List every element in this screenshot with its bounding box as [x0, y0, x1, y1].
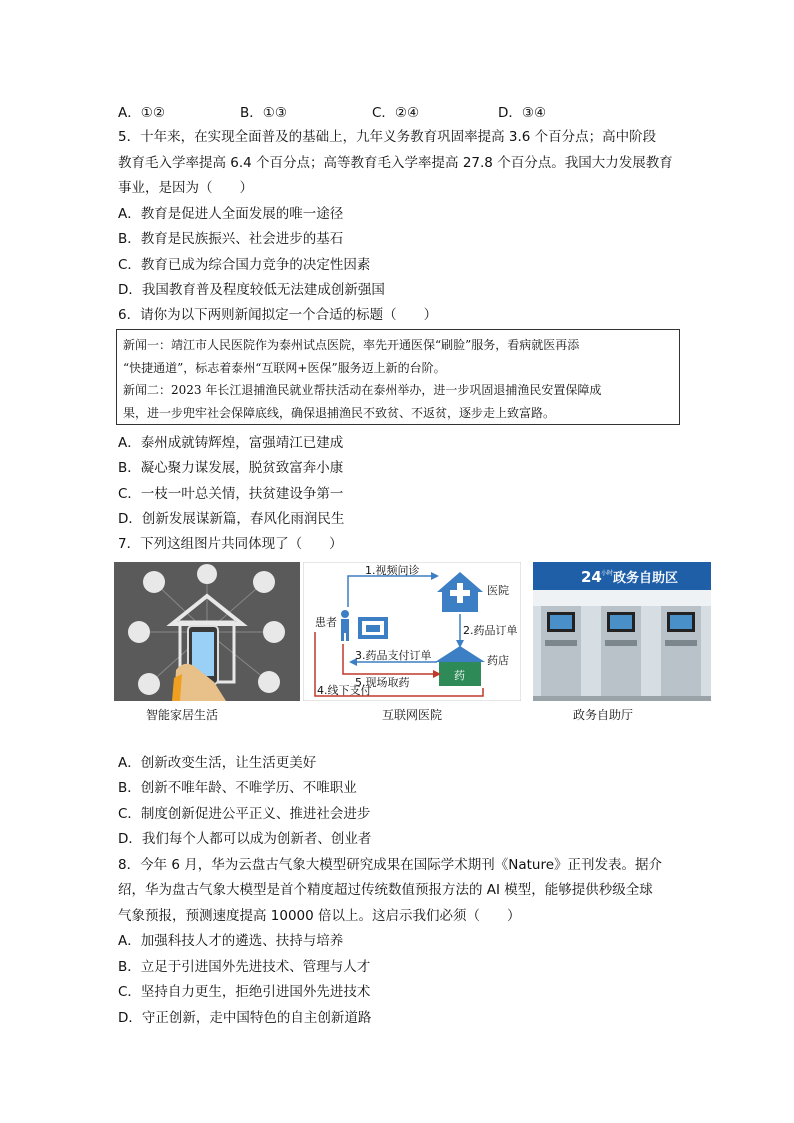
q7-stem: 7．下列这组图片共同体现了（ ）	[118, 536, 343, 552]
q8-stem-line-2: 绍，华为盘古气象大模型是首个精度超过传统数值预报方法的 AI 模型，能够提供秒级全球	[118, 882, 653, 898]
q8-option-d: D．守正创新，走中国特色的自主创新道路	[118, 1010, 372, 1026]
caption-internet-hospital: 互联网医院	[382, 708, 443, 722]
q5-stem-line-3: 事业，是因为（ ）	[118, 180, 253, 196]
q7-option-a: A．创新改变生活，让生活更美好	[118, 755, 317, 771]
q6-option-b: B．凝心聚力谋发展，脱贫致富奔小康	[118, 460, 344, 476]
q6-stem: 6．请你为以下两则新闻拟定一个合适的标题（ ）	[118, 307, 438, 323]
hospital-label: 医院	[487, 584, 509, 597]
q6-option-c: C．一枝一叶总关情，扶贫建设争第一	[118, 486, 344, 502]
q5-stem-line-2: 教育毛入学率提高 6.4 个百分点；高等教育毛入学率提高 27.8 个百分点。我国大力发展教育	[118, 155, 673, 171]
patient-label: 患者	[315, 616, 337, 629]
q6-option-d: D．创新发展谋新篇，春风化雨润民生	[118, 511, 345, 527]
q8-option-a: A．加强科技人才的遴选、扶持与培养	[118, 933, 344, 949]
q8-option-c: C．坚持自力更生，拒绝引进国外先进技术	[118, 984, 371, 1000]
q5-option-d: D．我国教育普及程度较低无法建成创新强国	[118, 282, 385, 298]
news-box	[116, 329, 680, 425]
step5-label: 5.现场取药	[355, 676, 410, 689]
q8-stem-line-3: 气象预报，预测速度提高 10000 倍以上。这启示我们必须（ ）	[118, 908, 521, 924]
caption-self-service-hall: 政务自助厅	[573, 708, 634, 722]
q7-option-b: B．创新不唯年龄、不唯学历、不唯职业	[118, 780, 357, 796]
news-line-4: 果，进一步兜牢社会保障底线，确保退捕渔民不致贫、不返贫，逐步走上致富路。	[123, 405, 556, 420]
smart-home-image	[114, 562, 300, 701]
q4-option-b: B．①③	[240, 105, 287, 121]
internet-hospital-diagram	[303, 562, 521, 701]
step2-label: 2.药品订单	[463, 624, 518, 637]
banner-24: 24	[581, 568, 602, 586]
news-line-3: 新闻二：2023 年长江退捕渔民就业帮扶活动在泰州举办，进一步巩固退捕渔民安置保障成	[123, 383, 602, 397]
step1-label: 1.视频问诊	[365, 564, 420, 577]
q5-option-a: A．教育是促进人全面发展的唯一途径	[118, 206, 344, 222]
q8-option-b: B．立足于引进国外先进技术、管理与人才	[118, 959, 371, 975]
q7-option-c: C．制度创新促进公平正义、推进社会进步	[118, 806, 371, 822]
q5-option-b: B．教育是民族振兴、社会进步的基石	[118, 231, 344, 247]
pharmacy-label: 药店	[487, 654, 509, 667]
q5-option-c: C．教育已成为综合国力竞争的决定性因素	[118, 257, 371, 273]
q4-option-c: C．②④	[372, 105, 420, 121]
banner-title: 政务自助区	[613, 571, 679, 586]
q7-option-d: D．我们每个人都可以成为创新者、创业者	[118, 831, 372, 847]
caption-smart-home: 智能家居生活	[146, 708, 219, 722]
news-line-2: “快捷通道”，标志着泰州“互联网+医保”服务迈上新的台阶。	[123, 360, 446, 375]
q6-option-a: A．泰州成就铸辉煌，富强靖江已建成	[118, 435, 344, 451]
q8-stem-line-1: 8．今年 6 月，华为云盘古气象大模型研究成果在国际学术期刊《Nature》正刊发表。据介	[118, 857, 663, 873]
q4-options	[118, 101, 678, 121]
q4-option-d: D．③④	[498, 105, 547, 121]
drug-label: 药	[454, 669, 465, 682]
step4-label: 4.线下支付	[317, 684, 372, 697]
news-line-1: 新闻一：靖江市人民医院作为泰州试点医院，率先开通医保“刷脸”服务，看病就医再添	[123, 338, 580, 352]
q4-option-a: A．①②	[118, 105, 165, 121]
patient-icon	[341, 610, 349, 618]
banner-hours: 小时	[601, 570, 614, 577]
self-service-hall-image	[533, 562, 711, 701]
step3-label: 3.药品支付订单	[355, 649, 432, 662]
q5-stem-line-1: 5．十年来，在实现全面普及的基础上，九年义务教育巩固率提高 3.6 个百分点；高中阶段	[118, 129, 657, 145]
